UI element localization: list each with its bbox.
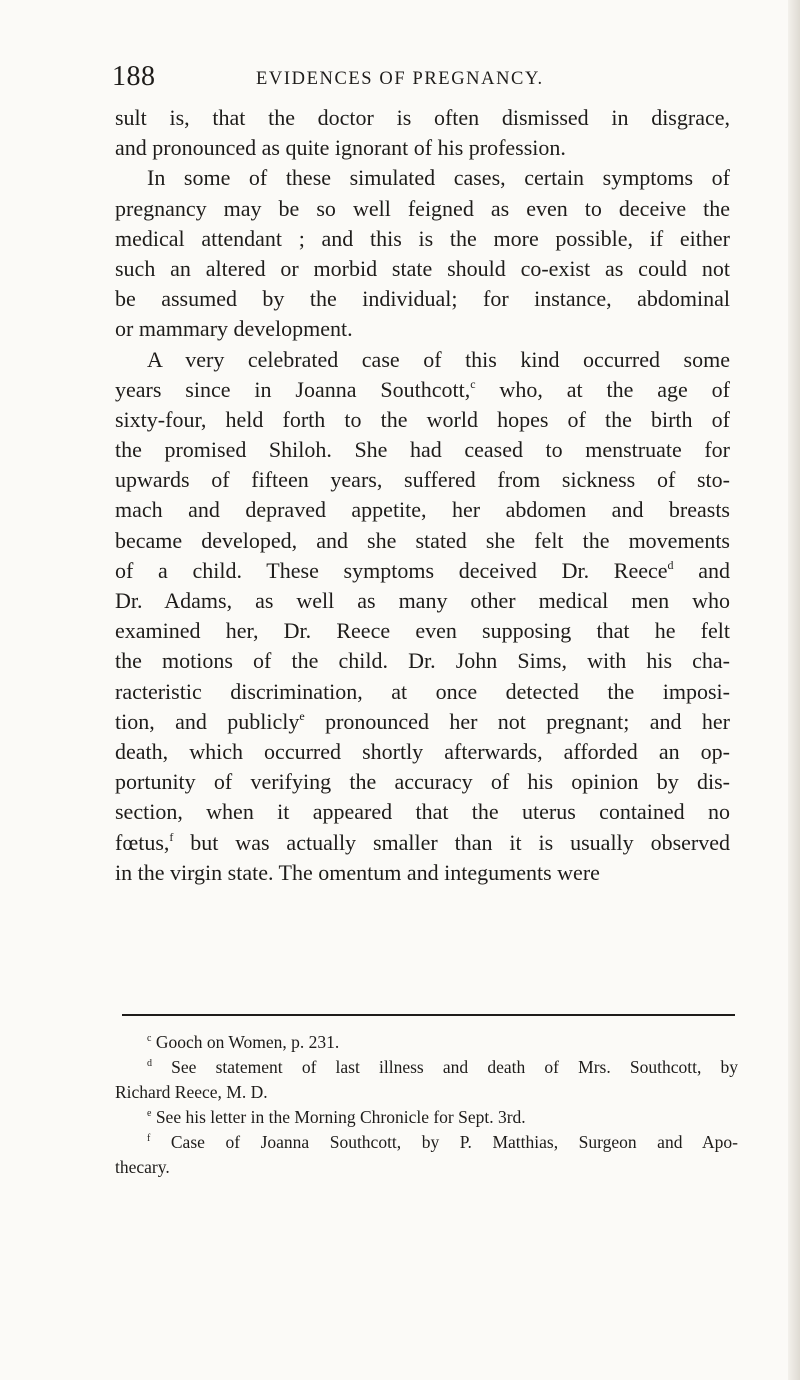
footnote-line: $^d$ See statement of last illness and death of Mrs. Southcott, by	[147, 1057, 738, 1077]
text-line: became developed, and she stated she felt the movements	[115, 527, 730, 553]
text-line: the motions of the child. Dr. John Sims, with his cha-	[115, 648, 730, 674]
footnote-line: $^f$ Case of Joanna Southcott, by P. Matthias, Surgeon and Apo-	[147, 1132, 738, 1152]
text-line: death, which occurred shortly afterwards, afforded an op-	[115, 738, 730, 764]
running-head: EVIDENCES OF PREGNANCY.	[256, 69, 544, 89]
footnote-marker: c	[470, 376, 476, 391]
text-line: examined her, Dr. Reece even supposing that he felt	[115, 618, 730, 644]
text-line: tion, and publicly$^e$ pronounced her not pregnant; and her	[115, 708, 731, 734]
text-line: years since in Joanna Southcott,$^c$ who, at the age of	[115, 376, 730, 402]
text-line: such an altered or morbid state should co-exist as could not	[115, 255, 730, 281]
footnote-marker: f	[169, 829, 174, 844]
text-line: pregnancy may be so well feigned as even to deceive the	[115, 195, 730, 221]
text-line: and pronounced as quite ignorant of his profession.	[115, 135, 566, 161]
page-header	[112, 62, 726, 92]
footnote-marker: f	[147, 1133, 151, 1144]
text-line: of a child. These symptoms deceived Dr. Reece$^d$ and	[115, 557, 731, 583]
text-line: In some of these simulated cases, certain symptoms of	[147, 165, 730, 191]
footnote-line: $^c$ Gooch on Women, p. 231.	[147, 1032, 340, 1052]
text-line: medical attendant ; and this is the more possible, if either	[115, 225, 730, 251]
footnote-marker: d	[147, 1058, 152, 1069]
text-line: mach and depraved appetite, her abdomen and breasts	[115, 497, 730, 523]
footnote	[115, 1105, 738, 1130]
footnote-line: Richard Reece, M. D.	[115, 1082, 268, 1102]
text-line: in the virgin state. The omentum and integuments were	[115, 859, 600, 885]
text-line: sixty-four, held forth to the world hopes of the birth of	[115, 406, 730, 432]
text-line: sult is, that the doctor is often dismissed in disgrace,	[115, 105, 730, 130]
footnote	[115, 1130, 738, 1180]
page-number: 188	[112, 61, 156, 92]
text-line: or mammary development.	[115, 316, 353, 342]
footnote-marker: e	[147, 1108, 152, 1119]
footnote-marker: c	[147, 1033, 152, 1044]
text-line: portunity of verifying the accuracy of his opinion by dis-	[115, 769, 730, 795]
footnote	[115, 1055, 738, 1105]
text-line: be assumed by the individual; for instance, abdominal	[115, 286, 730, 312]
footnote-line: thecary.	[115, 1157, 170, 1177]
footnote-line: $^e$ See his letter in the Morning Chronicle for Sept. 3rd.	[147, 1107, 526, 1127]
text-line: fœtus,$^f$ but was actually smaller than it is usually observed	[115, 829, 730, 855]
text-line: Dr. Adams, as well as many other medical men who	[115, 588, 730, 613]
text-line: the promised Shiloh. She had ceased to menstruate for	[115, 437, 730, 463]
footnote-marker: d	[667, 557, 674, 572]
footnote-marker: e	[299, 708, 305, 723]
page-edge-shadow	[788, 0, 800, 1380]
text-line: A very celebrated case of this kind occurred some	[147, 346, 730, 372]
footnote-rule	[122, 1014, 735, 1016]
text-line: section, when it appeared that the uterus contained no	[115, 799, 730, 825]
footnote	[115, 1030, 738, 1055]
footnotes	[115, 1030, 738, 1180]
body-text	[115, 103, 730, 888]
text-line: racteristic discrimination, at once detected the imposi-	[115, 678, 730, 704]
text-line: upwards of fifteen years, suffered from sickness of sto-	[115, 467, 730, 493]
